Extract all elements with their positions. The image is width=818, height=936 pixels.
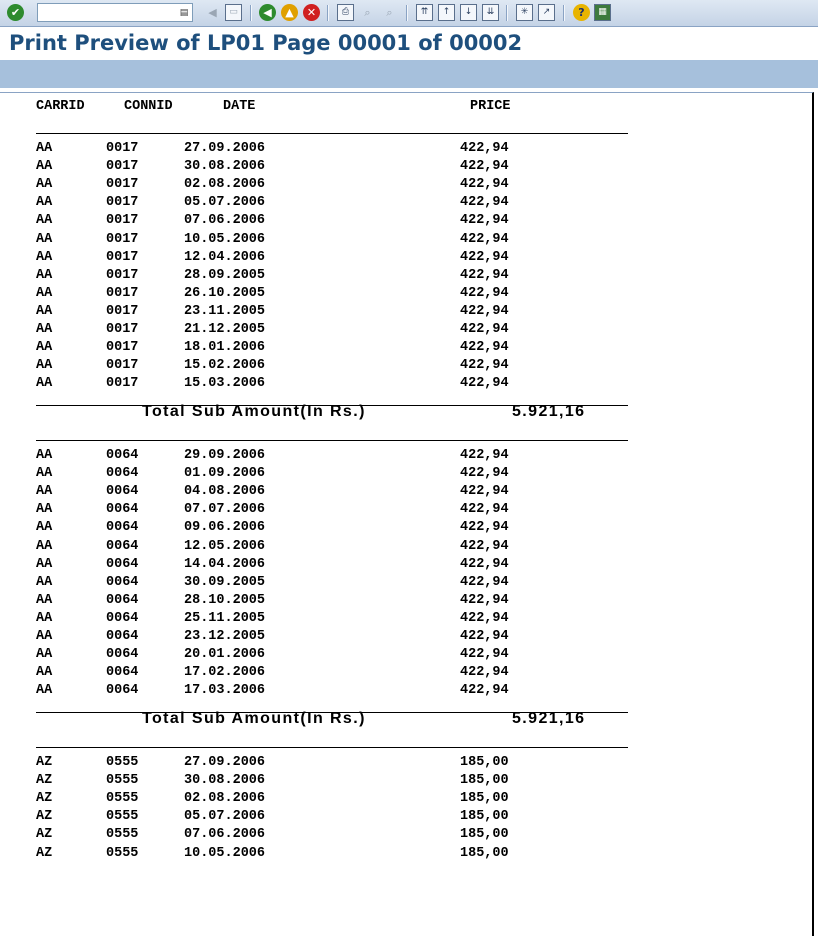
toolbar-separator	[563, 5, 565, 21]
price-cell: 422,94	[460, 502, 509, 518]
date-cell: 05.07.2006	[184, 809, 266, 825]
date-cell: 12.04.2006	[184, 249, 266, 265]
connid-cell: 0017	[106, 213, 139, 229]
toolbar-separator	[406, 5, 408, 21]
back-icon[interactable]: ◀	[259, 4, 276, 21]
price-cell: 422,94	[460, 159, 509, 175]
date-cell: 12.05.2006	[184, 538, 266, 554]
price-cell: 422,94	[460, 249, 509, 265]
price-cell: 185,00	[460, 827, 509, 843]
price-cell: 422,94	[460, 340, 509, 356]
next-page-icon[interactable]: ↓	[460, 4, 477, 21]
connid-cell: 0064	[106, 665, 139, 681]
price-cell: 422,94	[460, 683, 509, 699]
date-cell: 30.08.2006	[184, 159, 266, 175]
date-cell: 27.09.2006	[184, 141, 266, 156]
toolbar-separator	[506, 5, 508, 21]
date-cell: 18.01.2006	[184, 340, 266, 356]
carrid-cell: AA	[36, 322, 53, 337]
separator-line	[36, 133, 628, 134]
connid-cell: 0017	[106, 249, 139, 265]
carrid-cell: AA	[36, 267, 53, 283]
date-cell: 07.06.2006	[184, 827, 266, 843]
date-cell: 27.09.2006	[184, 755, 266, 770]
date-cell: 28.10.2005	[184, 592, 266, 608]
carrid-cell: AA	[36, 448, 53, 463]
connid-cell: 0555	[106, 809, 139, 825]
price-cell: 422,94	[460, 231, 509, 247]
date-cell: 01.09.2006	[184, 466, 266, 482]
carrid-cell: AA	[36, 629, 53, 644]
connid-cell: 0064	[106, 629, 139, 644]
print-icon[interactable]: ⎙	[337, 4, 354, 21]
date-cell: 05.07.2006	[184, 195, 266, 211]
date-cell: 26.10.2005	[184, 285, 266, 301]
date-cell: 09.06.2006	[184, 520, 266, 536]
cancel-icon[interactable]: ✕	[303, 4, 320, 21]
connid-cell: 0064	[106, 556, 139, 572]
command-field[interactable]	[37, 3, 193, 22]
connid-cell: 0017	[106, 267, 139, 283]
carrid-cell: AA	[36, 484, 53, 500]
connid-cell: 0064	[106, 448, 139, 463]
connid-cell: 0017	[106, 303, 139, 319]
enter-icon[interactable]: ✔	[7, 4, 24, 21]
date-cell: 02.08.2006	[184, 791, 266, 807]
create-session-icon[interactable]: ✳	[516, 4, 533, 21]
subtotal-label: Total Sub Amount(In Rs.)	[142, 710, 366, 727]
price-cell: 185,00	[460, 791, 509, 807]
connid-cell: 0064	[106, 683, 139, 699]
price-cell: 422,94	[460, 195, 509, 211]
carrid-cell: AA	[36, 556, 53, 572]
date-cell: 25.11.2005	[184, 610, 266, 626]
connid-cell: 0555	[106, 827, 139, 843]
carrid-cell: AA	[36, 647, 53, 663]
carrid-cell: AA	[36, 159, 53, 175]
separator-line	[36, 440, 628, 441]
price-cell: 185,00	[460, 773, 509, 789]
carrid-cell: AA	[36, 213, 53, 229]
connid-cell: 0017	[106, 195, 139, 211]
price-cell: 422,94	[460, 448, 509, 463]
column-header-connid: CONNID	[124, 99, 173, 114]
toolbar-separator	[250, 5, 252, 21]
date-cell: 10.05.2006	[184, 845, 266, 861]
carrid-cell: AA	[36, 376, 53, 392]
connid-cell: 0555	[106, 755, 139, 770]
connid-cell: 0064	[106, 466, 139, 482]
date-cell: 15.02.2006	[184, 358, 266, 374]
connid-cell: 0017	[106, 177, 139, 193]
date-cell: 14.04.2006	[184, 556, 266, 572]
price-cell: 422,94	[460, 213, 509, 229]
carrid-cell: AA	[36, 610, 53, 626]
application-toolbar	[0, 0, 818, 27]
connid-cell: 0017	[106, 340, 139, 356]
date-cell: 21.12.2005	[184, 322, 266, 337]
connid-cell: 0064	[106, 502, 139, 518]
last-page-icon[interactable]: ⇊	[482, 4, 499, 21]
date-cell: 28.09.2005	[184, 267, 266, 283]
find-next-icon: ⌕	[386, 6, 393, 19]
carrid-cell: AA	[36, 249, 53, 265]
price-cell: 422,94	[460, 358, 509, 374]
carrid-cell: AZ	[36, 773, 53, 789]
date-cell: 30.08.2006	[184, 773, 266, 789]
find-icon: ⌕	[364, 6, 371, 19]
subtotal-label: Total Sub Amount(In Rs.)	[142, 403, 366, 420]
price-cell: 422,94	[460, 141, 509, 156]
command-input[interactable]	[38, 4, 182, 21]
date-cell: 17.03.2006	[184, 683, 266, 699]
price-cell: 422,94	[460, 556, 509, 572]
carrid-cell: AA	[36, 466, 53, 482]
connid-cell: 0017	[106, 376, 139, 392]
price-cell: 422,94	[460, 520, 509, 536]
carrid-cell: AZ	[36, 809, 53, 825]
date-cell: 02.08.2006	[184, 177, 266, 193]
carrid-cell: AA	[36, 231, 53, 247]
carrid-cell: AA	[36, 177, 53, 193]
price-cell: 422,94	[460, 376, 509, 392]
help-icon[interactable]: ?	[573, 4, 590, 21]
carrid-cell: AA	[36, 303, 53, 319]
carrid-cell: AZ	[36, 791, 53, 807]
price-cell: 422,94	[460, 574, 509, 590]
carrid-cell: AA	[36, 574, 53, 590]
date-cell: 04.08.2006	[184, 484, 266, 500]
connid-cell: 0064	[106, 647, 139, 663]
connid-cell: 0064	[106, 538, 139, 554]
previous-page-icon[interactable]: ↑	[438, 4, 455, 21]
connid-cell: 0017	[106, 141, 139, 156]
price-cell: 422,94	[460, 285, 509, 301]
connid-cell: 0064	[106, 592, 139, 608]
connid-cell: 0555	[106, 791, 139, 807]
carrid-cell: AA	[36, 340, 53, 356]
price-cell: 422,94	[460, 629, 509, 644]
carrid-cell: AZ	[36, 755, 53, 770]
carrid-cell: AA	[36, 538, 53, 554]
carrid-cell: AZ	[36, 845, 53, 861]
carrid-cell: AA	[36, 683, 53, 699]
customize-layout-icon[interactable]: ▦	[594, 4, 611, 21]
page-title: Print Preview of LP01 Page 00001 of 00002	[9, 31, 523, 55]
command-dropdown-icon[interactable]: ▤	[179, 7, 189, 18]
carrid-cell: AA	[36, 520, 53, 536]
price-cell: 185,00	[460, 755, 509, 770]
connid-cell: 0064	[106, 610, 139, 626]
price-cell: 422,94	[460, 267, 509, 283]
price-cell: 422,94	[460, 538, 509, 554]
date-cell: 10.05.2006	[184, 231, 266, 247]
connid-cell: 0017	[106, 358, 139, 374]
price-cell: 422,94	[460, 303, 509, 319]
carrid-cell: AA	[36, 141, 53, 156]
carrid-cell: AA	[36, 195, 53, 211]
price-cell: 185,00	[460, 845, 509, 861]
column-header-carrid: CARRID	[36, 99, 85, 114]
price-cell: 422,94	[460, 665, 509, 681]
first-page-icon[interactable]: ⇈	[416, 4, 433, 21]
carrid-cell: AA	[36, 285, 53, 301]
date-cell: 07.07.2006	[184, 502, 266, 518]
list-output[interactable]	[0, 92, 814, 936]
separator-line	[36, 747, 628, 748]
save-icon: ▭	[225, 4, 242, 21]
date-cell: 07.06.2006	[184, 213, 266, 229]
subtotal-value: 5.921,16	[512, 403, 586, 420]
connid-cell: 0064	[106, 520, 139, 536]
carrid-cell: AA	[36, 358, 53, 374]
price-cell: 422,94	[460, 177, 509, 193]
date-cell: 15.03.2006	[184, 376, 266, 392]
carrid-cell: AA	[36, 502, 53, 518]
price-cell: 185,00	[460, 809, 509, 825]
column-header-price: PRICE	[470, 99, 511, 114]
carrid-cell: AA	[36, 665, 53, 681]
shortcut-icon[interactable]: ↗	[538, 4, 555, 21]
date-cell: 20.01.2006	[184, 647, 266, 663]
toolbar-separator	[327, 5, 329, 21]
date-cell: 30.09.2005	[184, 574, 266, 590]
subtotal-value: 5.921,16	[512, 710, 586, 727]
back-arrow-icon: ◀	[208, 6, 217, 19]
price-cell: 422,94	[460, 647, 509, 663]
price-cell: 422,94	[460, 322, 509, 337]
price-cell: 422,94	[460, 610, 509, 626]
connid-cell: 0064	[106, 484, 139, 500]
date-cell: 29.09.2006	[184, 448, 266, 463]
carrid-cell: AA	[36, 592, 53, 608]
connid-cell: 0017	[106, 322, 139, 337]
carrid-cell: AZ	[36, 827, 53, 843]
price-cell: 422,94	[460, 484, 509, 500]
date-cell: 23.12.2005	[184, 629, 266, 644]
title-bar	[0, 27, 818, 60]
connid-cell: 0017	[106, 231, 139, 247]
connid-cell: 0555	[106, 773, 139, 789]
date-cell: 17.02.2006	[184, 665, 266, 681]
column-header-date: DATE	[223, 99, 256, 114]
price-cell: 422,94	[460, 466, 509, 482]
application-toolbar-strip	[0, 60, 818, 88]
price-cell: 422,94	[460, 592, 509, 608]
connid-cell: 0017	[106, 285, 139, 301]
connid-cell: 0064	[106, 574, 139, 590]
date-cell: 23.11.2005	[184, 303, 266, 319]
exit-icon[interactable]: ▲	[281, 4, 298, 21]
connid-cell: 0555	[106, 845, 139, 861]
connid-cell: 0017	[106, 159, 139, 175]
